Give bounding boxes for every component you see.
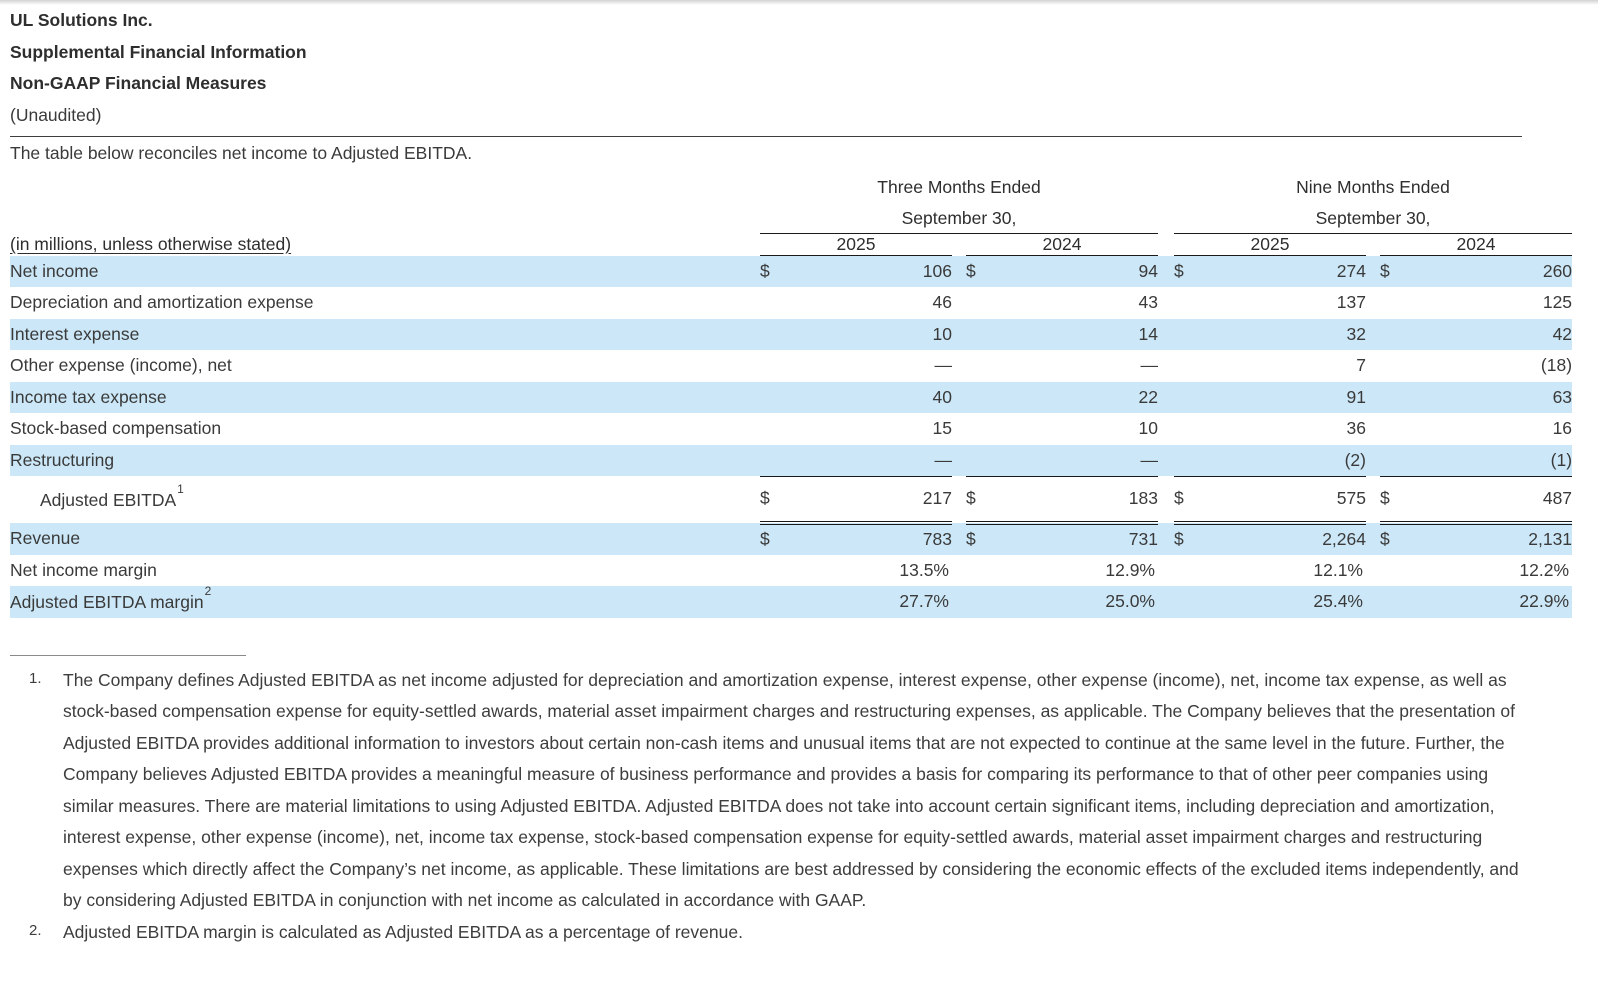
dollar-sign-cell: $	[760, 256, 800, 288]
value-cell: —	[934, 355, 952, 376]
footnotes-section	[10, 655, 1588, 949]
column-spacer	[952, 350, 966, 382]
value-cell: 46	[932, 292, 952, 313]
value-cell: 25.0%	[1006, 586, 1158, 618]
group-gap-spacer	[1158, 172, 1174, 234]
table-row	[10, 586, 1572, 618]
company-name: UL Solutions Inc.	[10, 10, 153, 30]
value-cell: 7	[1356, 355, 1366, 376]
period-title: Nine Months Ended	[1296, 177, 1450, 197]
period-subtitle: September 30,	[901, 207, 1017, 228]
column-spacer	[1158, 445, 1174, 477]
value-cell: (1)	[1420, 445, 1572, 477]
year-header-3m-2025: 2025	[760, 234, 952, 256]
footnote-ref: 2	[204, 584, 212, 599]
dollar-sign-cell	[760, 287, 800, 319]
dollar-sign-cell: $	[1380, 256, 1420, 288]
value-cell: 274	[1214, 256, 1366, 288]
dollar-sign-cell	[760, 413, 800, 445]
table-row	[10, 476, 1572, 523]
column-spacer	[1158, 382, 1174, 414]
dollar-sign-cell	[1174, 555, 1214, 587]
row-label: Restructuring	[10, 445, 760, 477]
column-spacer	[1366, 256, 1380, 288]
dollar-sign-cell	[966, 350, 1006, 382]
column-spacer	[1366, 445, 1380, 477]
column-spacer	[1366, 555, 1380, 587]
value-cell: 22.9%	[1420, 586, 1572, 618]
table-row	[10, 523, 1572, 555]
value-cell: (18)	[1540, 355, 1573, 376]
row-label: Interest expense	[10, 319, 760, 351]
column-spacer	[1366, 319, 1380, 351]
column-spacer	[1158, 586, 1174, 618]
footnote-marker: 2.	[29, 921, 42, 939]
footnote-text: Adjusted EBITDA margin is calculated as Adjusted EBITDA as a percentage of revenue.	[63, 921, 743, 942]
period-group-nine-months	[1174, 172, 1572, 234]
dollar-sign-cell	[760, 586, 800, 618]
dollar-sign-cell	[1174, 319, 1214, 351]
dollar-sign-cell	[1174, 586, 1214, 618]
value-cell: 43	[1138, 292, 1158, 313]
column-spacer	[1366, 586, 1380, 618]
column-spacer	[1158, 234, 1174, 256]
dollar-sign-cell	[760, 445, 800, 477]
dollar-sign-cell	[1174, 287, 1214, 319]
value-cell: 36	[1346, 418, 1366, 439]
dollar-sign-cell: $	[1380, 523, 1420, 555]
document-header	[10, 3, 1588, 169]
dollar-sign-cell: $	[1174, 476, 1214, 523]
column-spacer	[952, 445, 966, 477]
dollar-sign-cell	[1174, 350, 1214, 382]
intro-text: The table below reconciles net income to Adjusted EBITDA.	[10, 143, 473, 163]
dollar-sign-cell	[966, 445, 1006, 477]
column-spacer	[952, 476, 966, 523]
dollar-sign-cell	[1380, 413, 1420, 445]
table-row	[10, 445, 1572, 477]
dollar-sign-cell	[1380, 350, 1420, 382]
dollar-sign-cell	[1174, 382, 1214, 414]
value-cell: 2,131	[1420, 523, 1572, 555]
dollar-sign-cell: $	[966, 476, 1006, 523]
unaudited-label: (Unaudited)	[10, 104, 102, 125]
period-group-three-months	[760, 172, 1158, 234]
value-cell: 63	[1420, 382, 1572, 414]
value-cell: 16	[1552, 418, 1573, 439]
row-label: Other expense (income), net	[10, 355, 232, 376]
dollar-sign-cell	[966, 287, 1006, 319]
footnote-divider	[10, 655, 246, 656]
table-row	[10, 350, 1572, 382]
column-spacer	[1366, 287, 1380, 319]
units-label: (in millions, unless otherwise stated)	[10, 234, 292, 254]
label-column-spacer	[10, 172, 760, 234]
footnote-item	[10, 665, 1588, 917]
column-spacer	[1158, 523, 1174, 555]
value-cell: 14	[1006, 319, 1158, 351]
column-spacer	[952, 319, 966, 351]
dollar-sign-cell	[966, 586, 1006, 618]
value-cell: 27.7%	[800, 586, 952, 618]
column-spacer	[1366, 382, 1380, 414]
dollar-sign-cell: $	[966, 256, 1006, 288]
value-cell: 125	[1542, 292, 1573, 313]
column-spacer	[952, 234, 966, 256]
year-header-9m-2025: 2025	[1174, 234, 1366, 256]
value-cell: 22	[1006, 382, 1158, 414]
table-row	[10, 319, 1572, 351]
value-cell: —	[1006, 445, 1158, 477]
value-cell: 783	[800, 523, 952, 555]
value-cell: 12.2%	[1519, 559, 1570, 580]
footnote-ref: 1	[177, 482, 184, 497]
value-cell: 575	[1214, 476, 1366, 523]
dollar-sign-cell	[966, 413, 1006, 445]
dollar-sign-cell	[1174, 445, 1214, 477]
dollar-sign-cell: $	[760, 523, 800, 555]
value-cell: 260	[1420, 256, 1572, 288]
column-spacer	[1158, 476, 1174, 523]
table-row	[10, 256, 1572, 288]
column-spacer	[952, 287, 966, 319]
value-cell: 10	[800, 319, 952, 351]
table-row	[10, 382, 1572, 414]
row-label: Depreciation and amortization expense	[10, 292, 314, 313]
column-spacer	[1366, 350, 1380, 382]
period-title: Three Months Ended	[877, 177, 1041, 197]
dollar-sign-cell	[1174, 413, 1214, 445]
year-header-row	[10, 234, 1572, 256]
value-cell: 12.9%	[1105, 559, 1155, 580]
dollar-sign-cell: $	[1174, 523, 1214, 555]
column-spacer	[952, 413, 966, 445]
column-spacer	[1158, 413, 1174, 445]
document-subtitle-2: Non-GAAP Financial Measures	[10, 73, 267, 93]
period-subtitle: September 30,	[1315, 207, 1431, 228]
column-spacer	[1158, 287, 1174, 319]
dollar-sign-cell	[966, 319, 1006, 351]
reconciliation-table-body	[10, 256, 1572, 618]
column-spacer	[1158, 256, 1174, 288]
value-cell: —	[1140, 355, 1158, 376]
table-row	[10, 413, 1572, 445]
dollar-sign-cell: $	[760, 476, 800, 523]
row-label: Adjusted EBITDA$^1$	[40, 482, 184, 510]
value-cell: 731	[1006, 523, 1158, 555]
dollar-sign-cell	[1380, 586, 1420, 618]
value-cell: 94	[1006, 256, 1158, 288]
dollar-sign-cell	[966, 382, 1006, 414]
value-cell: 42	[1420, 319, 1572, 351]
reconciliation-table	[10, 172, 1572, 618]
column-spacer	[1366, 413, 1380, 445]
dollar-sign-cell	[1380, 319, 1420, 351]
column-spacer	[952, 382, 966, 414]
dollar-sign-cell	[760, 350, 800, 382]
value-cell: —	[800, 445, 952, 477]
dollar-sign-cell: $	[966, 523, 1006, 555]
row-label: Net income margin	[10, 559, 157, 580]
value-cell: 25.4%	[1214, 586, 1366, 618]
dollar-sign-cell	[760, 555, 800, 587]
column-spacer	[1158, 555, 1174, 587]
dollar-sign-cell	[1380, 445, 1420, 477]
footnote-item	[10, 917, 1588, 949]
value-cell: 15	[932, 418, 952, 439]
column-spacer	[1366, 476, 1380, 523]
value-cell: 217	[800, 476, 952, 523]
column-spacer	[952, 256, 966, 288]
row-label: Net income	[10, 256, 760, 288]
value-cell: 487	[1420, 476, 1572, 523]
footnote-text: The Company defines Adjusted EBITDA as net income adjusted for depreciation and amortization expense, interest expense, other expense (income), net, income tax expense, as well as stock-based compensation expense for equity-settled awards, material asset impairment charges and restructuring expenses, as applicable. The Company believes that the presentation of Adjusted EBITDA provides additional information to investors about certain non-cash items and unusual items that are not expected to continue at the same level in the future. Further, the Company believes Adjusted EBITDA provides a meaningful measure of business performance and provides a basis for comparing its performance to that of other peer companies using similar measures. There are material limitations to using Adjusted EBITDA. Adjusted EBITDA does not take into account certain significant items, including depreciation and amortization, interest expense, other expense (income), net, income tax expense, stock-based compensation expense for equity-settled awards, material asset impairment charges and restructuring expenses which directly affect the Company’s net income, as applicable. These limitations are best addressed by considering the economic effects of the excluded items independently, and by considering Adjusted EBITDA in conjunction with net income as calculated in accordance with GAAP.	[63, 669, 1519, 910]
column-spacer	[1158, 350, 1174, 382]
period-header-row	[10, 172, 1572, 234]
dollar-sign-cell	[1380, 555, 1420, 587]
value-cell: 32	[1214, 319, 1366, 351]
value-cell: 10	[1138, 418, 1158, 439]
table-row	[10, 287, 1572, 319]
column-spacer	[1366, 234, 1380, 256]
dollar-sign-cell: $	[1380, 476, 1420, 523]
row-label: Adjusted EBITDA margin$^2$	[10, 586, 760, 618]
column-spacer	[1158, 319, 1174, 351]
dollar-sign-cell	[966, 555, 1006, 587]
row-label: Stock-based compensation	[10, 418, 222, 439]
row-label: Income tax expense	[10, 382, 760, 414]
value-cell: 106	[800, 256, 952, 288]
footnote-marker: 1.	[29, 669, 42, 687]
value-cell: 137	[1336, 292, 1366, 313]
column-spacer	[952, 555, 966, 587]
footnote-list	[10, 665, 1588, 949]
value-cell: 183	[1006, 476, 1158, 523]
year-header-3m-2024: 2024	[966, 234, 1158, 256]
column-spacer	[952, 586, 966, 618]
dollar-sign-cell	[1380, 382, 1420, 414]
value-cell: 2,264	[1214, 523, 1366, 555]
column-spacer	[1366, 523, 1380, 555]
column-spacer	[952, 523, 966, 555]
table-row	[10, 555, 1572, 587]
dollar-sign-cell	[760, 319, 800, 351]
row-label: Revenue	[10, 523, 760, 555]
value-cell: 40	[800, 382, 952, 414]
value-cell: 13.5%	[899, 559, 949, 580]
value-cell: 91	[1214, 382, 1366, 414]
dollar-sign-cell	[1380, 287, 1420, 319]
year-header-9m-2024: 2024	[1380, 234, 1572, 256]
dollar-sign-cell	[760, 382, 800, 414]
value-cell: (2)	[1214, 445, 1366, 477]
value-cell: 12.1%	[1313, 559, 1363, 580]
document-subtitle-1: Supplemental Financial Information	[10, 41, 307, 62]
dollar-sign-cell: $	[1174, 256, 1214, 288]
